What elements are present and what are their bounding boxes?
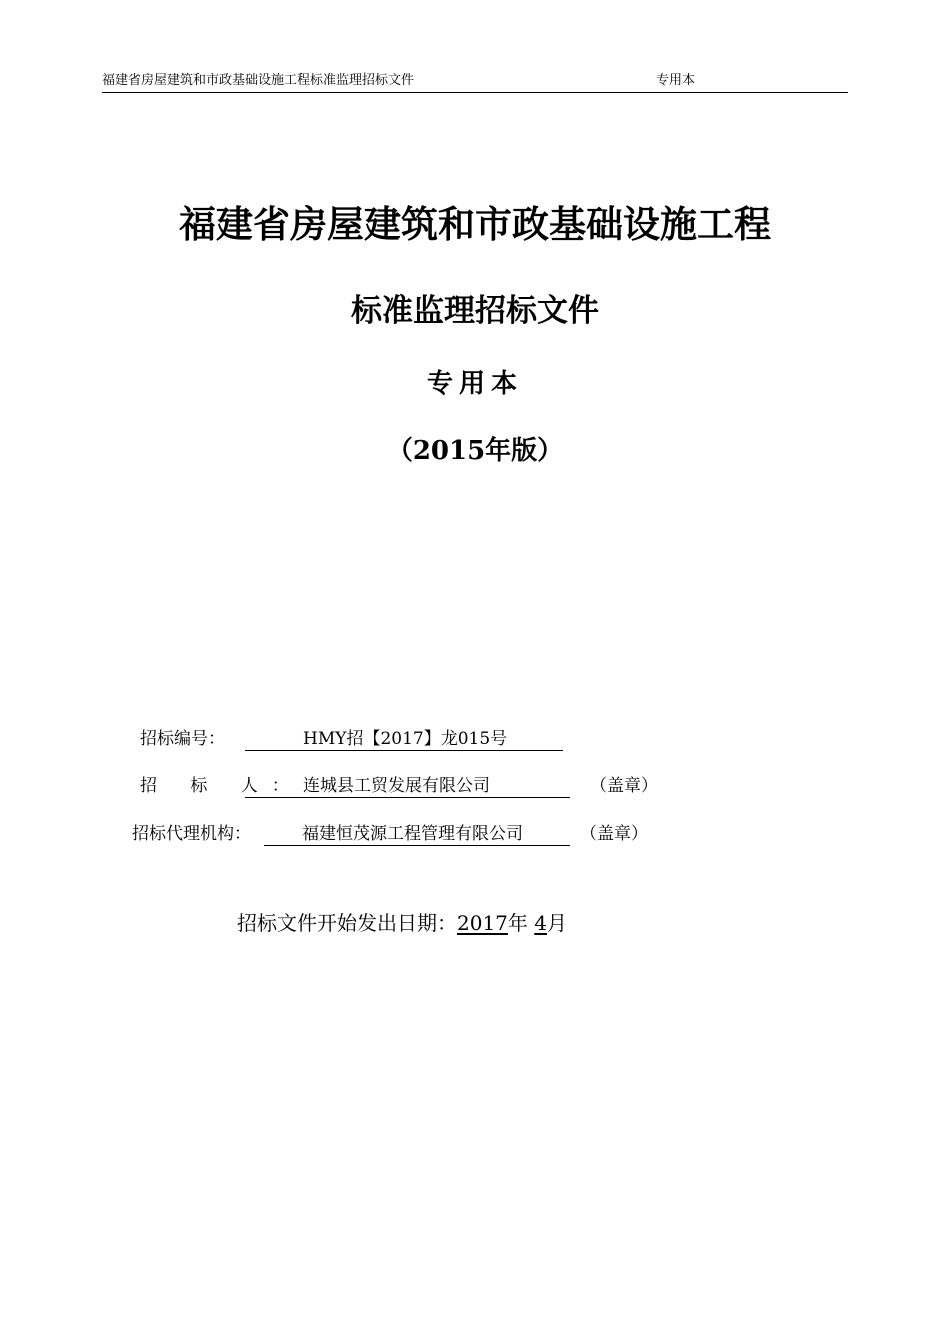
- issue-date-label: 招标文件开始发出日期：: [237, 911, 457, 935]
- issue-date: [237, 909, 567, 937]
- tender-number-row: [140, 727, 563, 751]
- tender-number-label: 招标编号：: [140, 729, 225, 749]
- agency-row: [132, 822, 648, 846]
- issue-date-month: 4: [534, 911, 547, 935]
- document-edition-title: 专用本: [426, 369, 523, 399]
- tenderer-row: [140, 774, 658, 798]
- document-title-line-2: 标准监理招标文件: [351, 293, 599, 329]
- document-title-line-1: 福建省房屋建筑和市政基础设施工程: [179, 202, 771, 246]
- agency-value: 福建恒茂源工程管理有限公司: [264, 822, 570, 846]
- issue-date-year-unit: 年: [507, 911, 528, 935]
- page-header: [102, 72, 848, 93]
- agency-stamp-note: （盖章）: [580, 824, 648, 844]
- tenderer-label: 招 标 人：: [140, 776, 303, 796]
- tenderer-value: 连城县工贸发展有限公司: [245, 774, 570, 798]
- tender-number-value: HMY招【2017】龙015号: [245, 727, 563, 751]
- agency-label: 招标代理机构：: [132, 824, 251, 844]
- issue-date-year: 2017: [457, 911, 508, 935]
- header-document-title: 福建省房屋建筑和市政基础设施工程标准监理招标文件: [102, 73, 415, 88]
- header-edition-label: 专用本: [656, 73, 696, 88]
- tenderer-stamp-note: （盖章）: [590, 776, 658, 796]
- document-version-year: （2015年版）: [386, 436, 564, 466]
- issue-date-month-unit: 月: [547, 911, 567, 935]
